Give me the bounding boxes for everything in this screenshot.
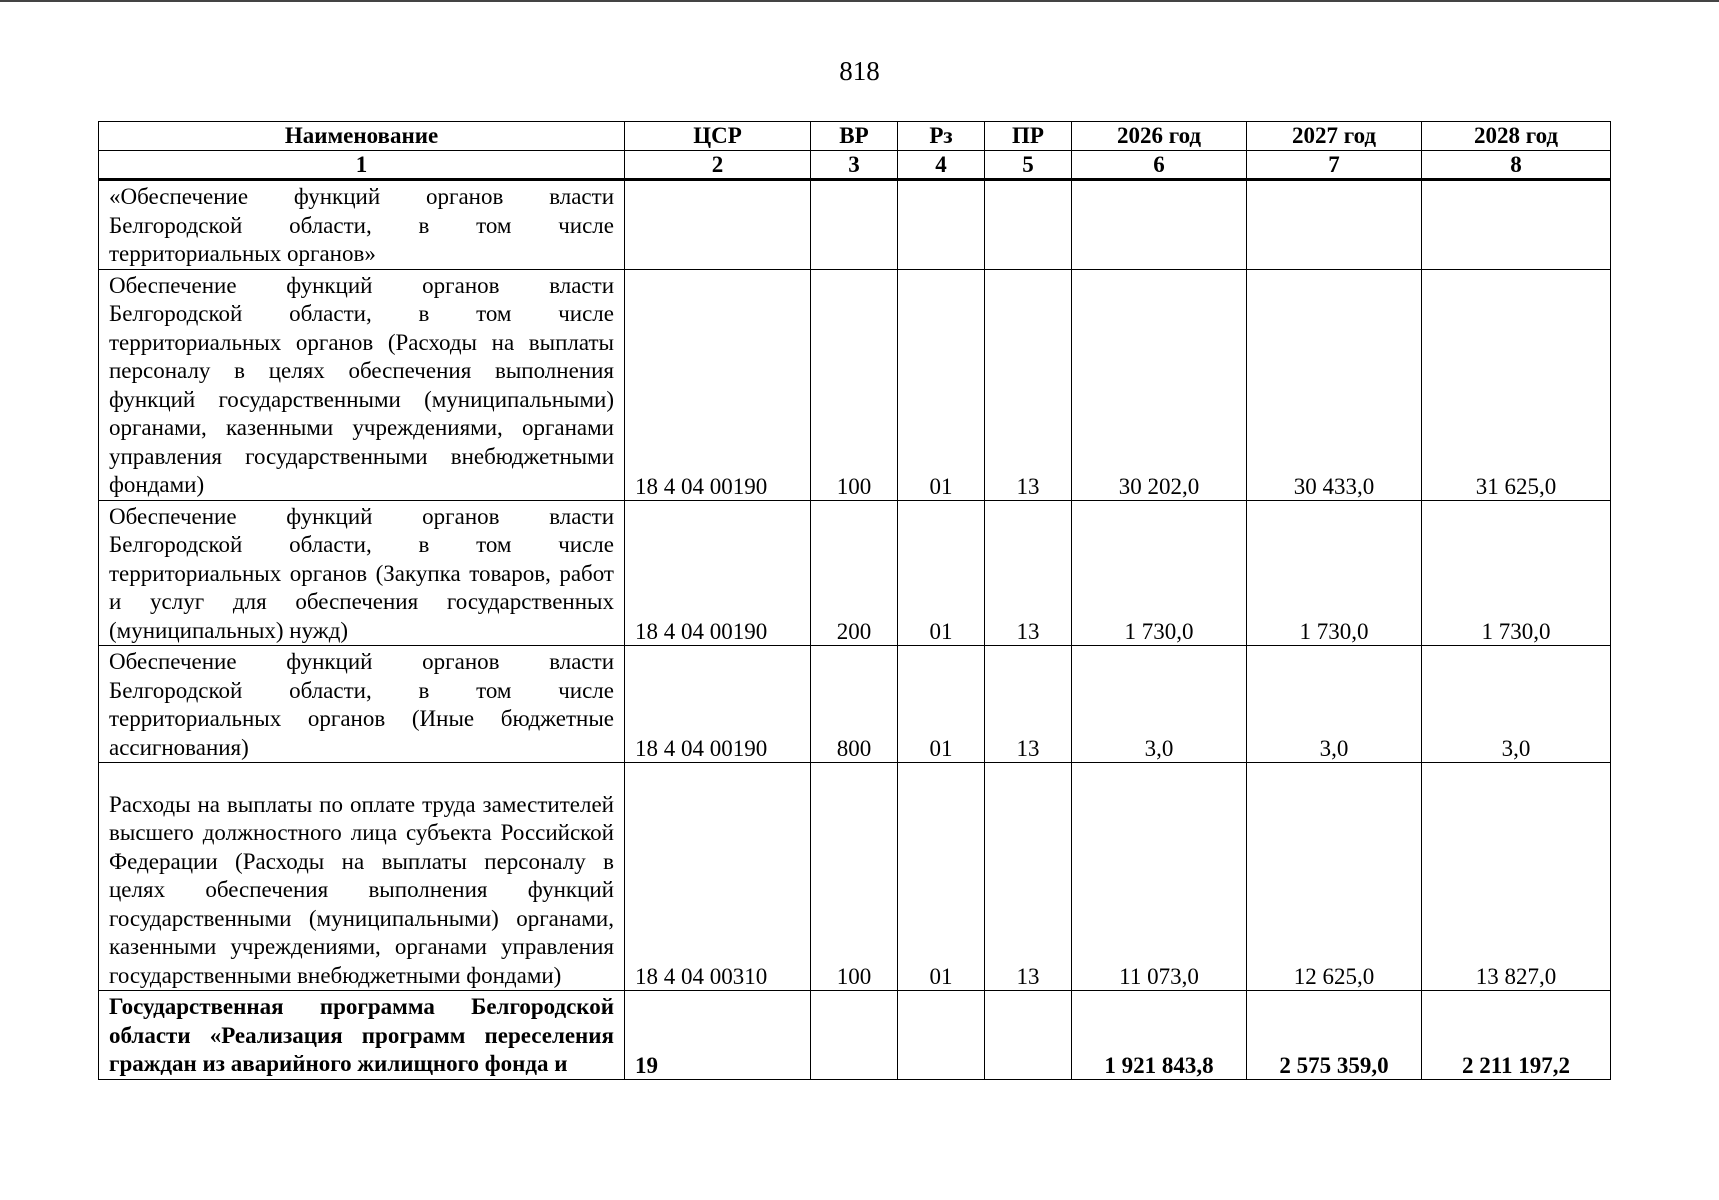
- row-2026: 30 202,0: [1072, 269, 1247, 500]
- row-name: «Обеспечение функций органов власти Белгородской области, в том числе территориальных органов»: [99, 180, 625, 270]
- row-vr: [811, 180, 898, 270]
- table-row: [99, 763, 1611, 991]
- row-pr: 13: [985, 646, 1072, 763]
- row-vr: 800: [811, 646, 898, 763]
- row-2028: 3,0: [1422, 646, 1611, 763]
- row-2026: [1072, 180, 1247, 270]
- budget-table: [98, 121, 1611, 1080]
- row-rz: 01: [898, 500, 985, 646]
- row-pr: 13: [985, 763, 1072, 991]
- row-pr: [985, 180, 1072, 270]
- header-rz: Рз: [898, 122, 985, 151]
- column-number: 1: [99, 151, 625, 180]
- row-2028: 1 730,0: [1422, 500, 1611, 646]
- table-row: [99, 991, 1611, 1080]
- row-rz: 01: [898, 763, 985, 991]
- row-pr: 13: [985, 269, 1072, 500]
- table-row: [99, 269, 1611, 500]
- row-rz: 01: [898, 646, 985, 763]
- header-2027: 2027 год: [1247, 122, 1422, 151]
- header-vr: ВР: [811, 122, 898, 151]
- row-vr: 200: [811, 500, 898, 646]
- row-csr: 19: [625, 991, 811, 1080]
- row-2026: 1 921 843,8: [1072, 991, 1247, 1080]
- row-2028: 31 625,0: [1422, 269, 1611, 500]
- row-2028: [1422, 180, 1611, 270]
- header-2026: 2026 год: [1072, 122, 1247, 151]
- row-2027: 1 730,0: [1247, 500, 1422, 646]
- header-2028: 2028 год: [1422, 122, 1611, 151]
- header-row: [99, 122, 1611, 151]
- row-vr: 100: [811, 763, 898, 991]
- header-pr: ПР: [985, 122, 1072, 151]
- row-csr: 18 4 04 00190: [625, 269, 811, 500]
- column-number-row: [99, 151, 1611, 180]
- row-2026: 11 073,0: [1072, 763, 1247, 991]
- row-2028: 2 211 197,2: [1422, 991, 1611, 1080]
- column-number: 8: [1422, 151, 1611, 180]
- column-number: 3: [811, 151, 898, 180]
- row-pr: 13: [985, 500, 1072, 646]
- column-number: 4: [898, 151, 985, 180]
- row-name: Расходы на выплаты по оплате труда заместителей высшего должностного лица субъекта Российской Федерации (Расходы на выплаты персоналу в целях обеспечения выполнения функций государственными (муниципальными) органами, казенными учреждениями, органами управления государственными внебюджетными фондами): [99, 763, 625, 991]
- row-name: Обеспечение функций органов власти Белгородской области, в том числе территориальных органов (Иные бюджетные ассигнования): [99, 646, 625, 763]
- table-row: [99, 180, 1611, 270]
- row-name: Обеспечение функций органов власти Белгородской области, в том числе территориальных органов (Расходы на выплаты персоналу в целях обеспечения выполнения функций государственными (муниципальными) органами, казенными учреждениями, органами управления государственными внебюджетными фондами): [99, 269, 625, 500]
- row-vr: [811, 991, 898, 1080]
- row-csr: 18 4 04 00190: [625, 646, 811, 763]
- page-number: 818: [839, 56, 880, 86]
- row-csr: 18 4 04 00190: [625, 500, 811, 646]
- row-rz: [898, 180, 985, 270]
- row-csr: 18 4 04 00310: [625, 763, 811, 991]
- row-pr: [985, 991, 1072, 1080]
- header-csr: ЦСР: [625, 122, 811, 151]
- row-2027: 2 575 359,0: [1247, 991, 1422, 1080]
- table-row: [99, 500, 1611, 646]
- scan-edge-line: [0, 0, 1719, 2]
- row-2026: 1 730,0: [1072, 500, 1247, 646]
- row-name: Обеспечение функций органов власти Белгородской области, в том числе территориальных органов (Закупка товаров, работ и услуг для обеспечения государственных (муниципальных) нужд): [99, 500, 625, 646]
- row-vr: 100: [811, 269, 898, 500]
- row-rz: [898, 991, 985, 1080]
- column-number: 7: [1247, 151, 1422, 180]
- row-rz: 01: [898, 269, 985, 500]
- row-2028: 13 827,0: [1422, 763, 1611, 991]
- row-2026: 3,0: [1072, 646, 1247, 763]
- row-2027: 3,0: [1247, 646, 1422, 763]
- row-2027: 30 433,0: [1247, 269, 1422, 500]
- column-number: 2: [625, 151, 811, 180]
- column-number: 5: [985, 151, 1072, 180]
- header-name: Наименование: [99, 122, 625, 151]
- row-2027: [1247, 180, 1422, 270]
- row-csr: [625, 180, 811, 270]
- row-2027: 12 625,0: [1247, 763, 1422, 991]
- table-row: [99, 646, 1611, 763]
- row-name: Государственная программа Белгородской области «Реализация программ переселения граждан из аварийного жилищного фонда и: [99, 991, 625, 1080]
- column-number: 6: [1072, 151, 1247, 180]
